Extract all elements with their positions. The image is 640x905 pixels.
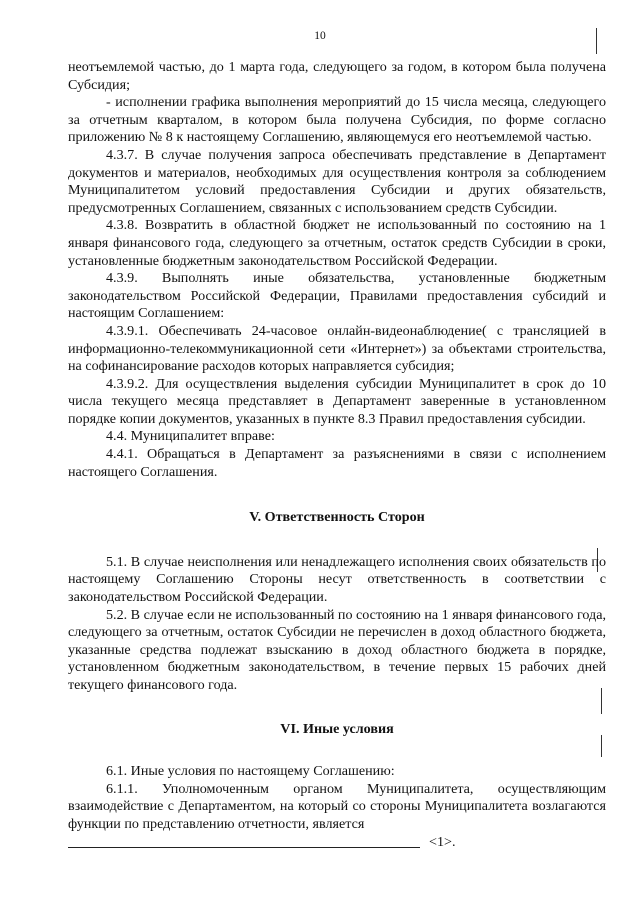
document-body (68, 59, 606, 852)
scan-edge-mark (596, 28, 597, 54)
paragraph-4-3-7: 4.3.7. В случае получения запроса обеспечивать представление в Департамент документов и материалов, необходимых для осуществления контроля за соблюдением Муниципалитетом условий предоставления Субсидии и других обязательств, предусмотренных Соглашением, связанных с использованием средств Субсидии. (68, 146, 606, 216)
section-heading-vi: VI. Иные условия (280, 720, 394, 737)
paragraph-4-3-8: 4.3.8. Возвратить в областной бюджет не использованный по состоянию на 1 января финансового года, следующего за отчетным, остаток средств Субсидии в сроки, установленные бюджетным законодательством Российской Федерации. (68, 217, 606, 269)
paragraph-4-3-9-1: 4.3.9.1. Обеспечивать 24-часовое онлайн-видеонаблюдение( с трансляцией в информационно-телекоммуникационной сети «Интернет») за объектами строительства, на софинансирование расходов которых направляется субсидия; (68, 322, 606, 375)
paragraph-4-3-9-2: 4.3.9.2. Для осуществления выделения субсидии Муниципалитет в срок до 10 числа текущего месяца представляет в Департамент заверенные в установленном порядке копии документов, указанных в пункте 8.3 Правил предоставления субсидии. (68, 375, 606, 427)
paragraph-5-2: 5.2. В случае если не использованный по состоянию на 1 января финансового года, следующего за отчетным, остаток Субсидии не перечислен в доход областного бюджета, указанные средства подлежат взысканию в доход областного бюджета в порядке, установленном бюджетным законодательством, в течение первых 15 рабочих дней текущего финансового года. (68, 606, 606, 693)
paragraph: - исполнении графика выполнения мероприятий до 15 числа месяца, следующего за отчетным кварталом, в котором была получена Субсидия, по форме согласно приложению № 8 к настоящему Соглашению, являющемуся его неотъемлемой частью. (68, 94, 606, 146)
paragraph-6-1-1: 6.1.1. Уполномоченным органом Муниципалитета, осуществляющим взаимодействие с Департаментом, на который со стороны Муниципалитета возлагаются функции по представлению отчетности, является (68, 780, 606, 832)
paragraph: неотъемлемой частью, до 1 марта года, следующего за годом, в котором была получена Субсидия; (68, 59, 606, 93)
page-number: 10 (314, 30, 326, 42)
paragraph-5-1: 5.1. В случае неисполнения или ненадлежащего исполнения своих обязательств по настоящему Соглашению Стороны несут ответственность в соответствии с законодательством Российской Федерации. (68, 553, 606, 606)
paragraph-6-1: 6.1. Иные условия по настоящему Соглашению: (106, 763, 395, 780)
paragraph-4-4: 4.4. Муниципалитет вправе: (106, 428, 275, 445)
section-heading-v: V. Ответственность Сторон (249, 509, 425, 526)
paragraph-4-4-1: 4.4.1. Обращаться в Департамент за разъяснениями в связи с исполнением настоящего Соглашения. (68, 446, 606, 480)
paragraph-4-3-9: 4.3.9. Выполнять иные обязательства, установленные бюджетным законодательством Российской Федерации, Правилами предоставления субсидий и настоящим Соглашением: (68, 270, 606, 322)
blank-fill-line (68, 834, 606, 852)
underline-blank (68, 847, 420, 848)
footnote-mark: <1>. (429, 833, 456, 850)
